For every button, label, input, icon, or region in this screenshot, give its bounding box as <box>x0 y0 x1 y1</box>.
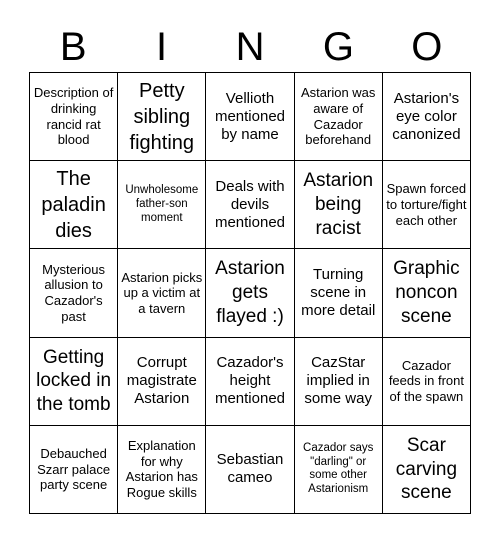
bingo-cell[interactable]: Mysterious allusion to Cazador's past <box>30 249 118 337</box>
header-letter-b: B <box>59 25 87 69</box>
header-letter-g: G <box>322 25 354 69</box>
bingo-cell[interactable]: Astarion was aware of Cazador beforehand <box>295 73 383 161</box>
bingo-cell[interactable]: Corrupt magistrate Astarion <box>118 338 206 426</box>
bingo-cell[interactable]: Vellioth mentioned by name <box>206 73 294 161</box>
bingo-cell[interactable]: Cazador feeds in front of the spawn <box>383 338 471 426</box>
bingo-cell[interactable]: The paladin dies <box>30 161 118 249</box>
bingo-header <box>29 22 471 72</box>
bingo-cell[interactable]: Deals with devils mentioned <box>206 161 294 249</box>
bingo-cell[interactable]: Turning scene in more detail <box>295 249 383 337</box>
bingo-cell[interactable]: Scar carving scene <box>383 426 471 514</box>
bingo-cell[interactable]: Graphic noncon scene <box>383 249 471 337</box>
bingo-cell[interactable]: Sebastian cameo <box>206 426 294 514</box>
bingo-cell[interactable]: Spawn forced to torture/fight each other <box>383 161 471 249</box>
bingo-cell[interactable]: CazStar implied in some way <box>295 338 383 426</box>
bingo-cell[interactable]: Description of drinking rancid rat blood <box>30 73 118 161</box>
header-letter-n: N <box>235 25 265 69</box>
bingo-cell[interactable]: Explanation for why Astarion has Rogue skills <box>118 426 206 514</box>
header-letter-o: O <box>411 25 443 69</box>
bingo-cell[interactable]: Astarion gets flayed :) <box>206 249 294 337</box>
bingo-board <box>29 72 471 514</box>
bingo-cell[interactable]: Astarion's eye color canonized <box>383 73 471 161</box>
bingo-cell[interactable]: Petty sibling fighting <box>118 73 206 161</box>
bingo-cell[interactable]: Astarion picks up a victim at a tavern <box>118 249 206 337</box>
header-letter-i: I <box>156 25 168 69</box>
bingo-cell[interactable]: Astarion being racist <box>295 161 383 249</box>
bingo-cell[interactable]: Debauched Szarr palace party scene <box>30 426 118 514</box>
bingo-cell[interactable]: Unwholesome father-son moment <box>118 161 206 249</box>
bingo-cell[interactable]: Cazador's height mentioned <box>206 338 294 426</box>
bingo-cell[interactable]: Getting locked in the tomb <box>30 338 118 426</box>
bingo-cell[interactable]: Cazador says "darling" or some other Astarionism <box>295 426 383 514</box>
